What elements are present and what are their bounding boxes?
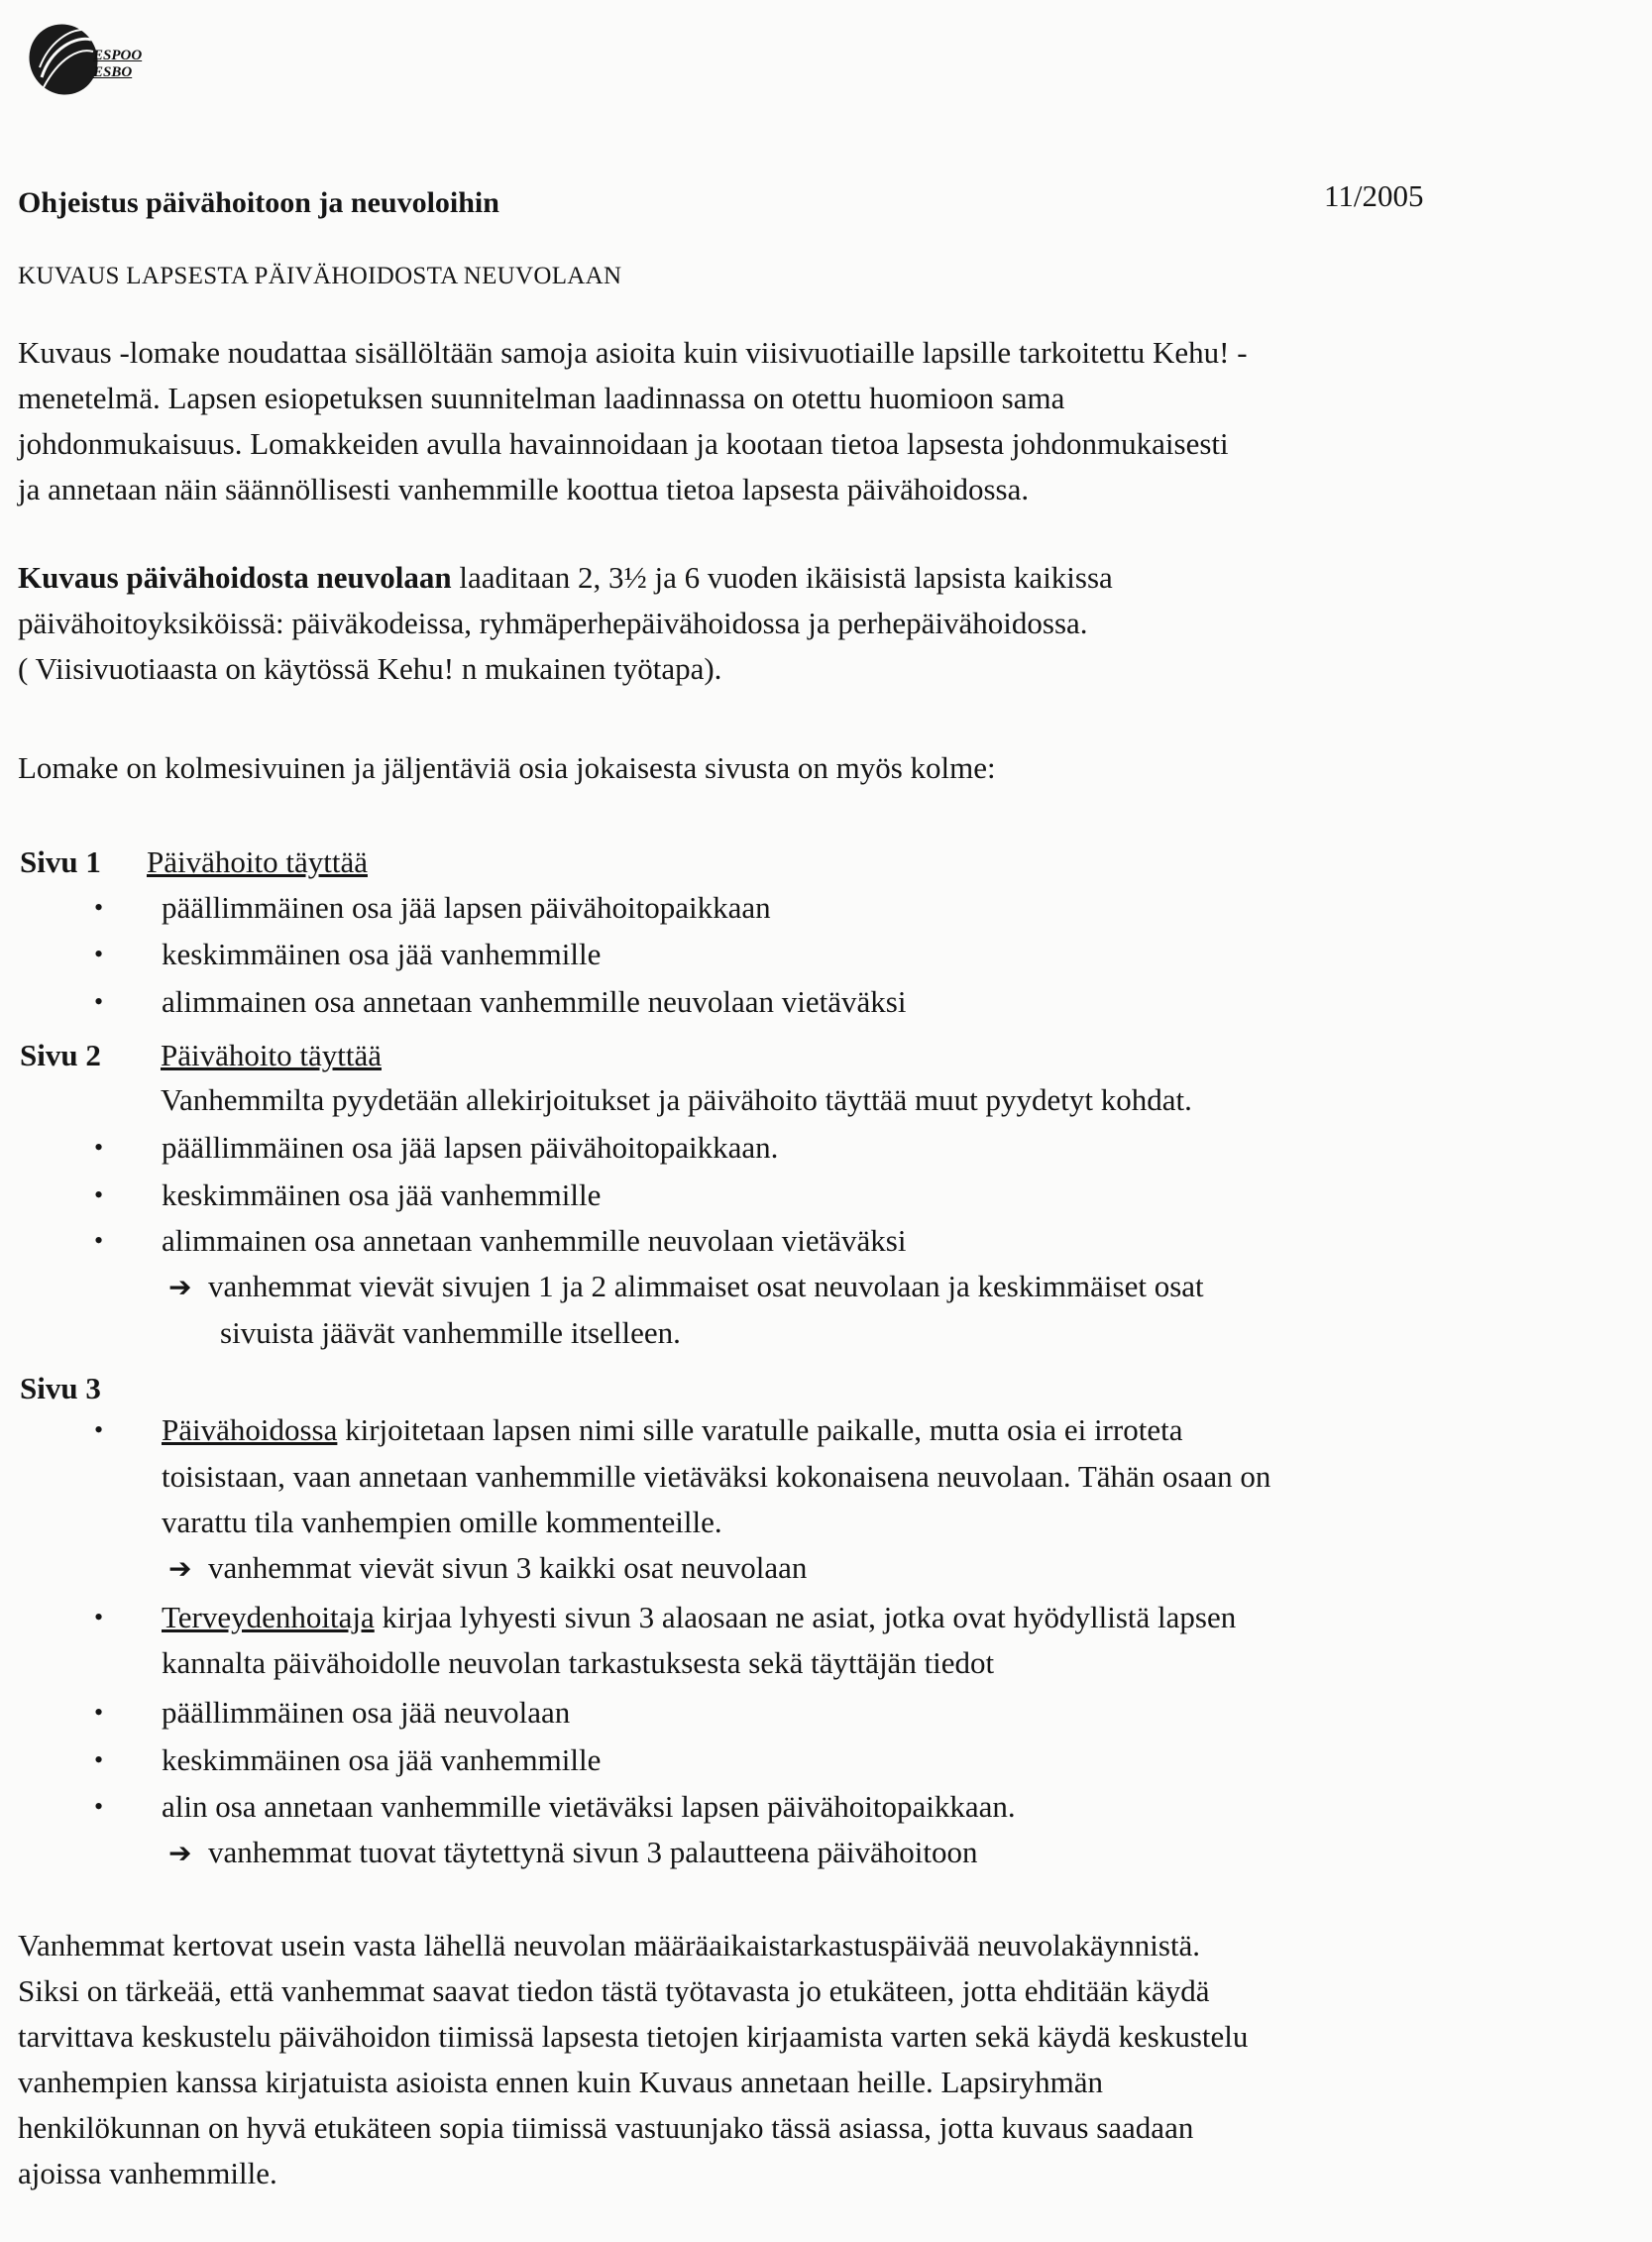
intro-line: ja annetaan näin säännöllisesti vanhemmille koottua tietoa lapsesta päivähoidossa. xyxy=(18,472,1030,506)
espoo-logo xyxy=(22,18,170,112)
sivu2-label: Sivu 2 xyxy=(20,1038,101,1072)
sivu2-title: Päivähoito täyttää xyxy=(161,1038,382,1072)
intro-paragraph xyxy=(18,330,1633,512)
bullet-icon: • xyxy=(94,1603,104,1631)
logo-line1: ESPOO xyxy=(93,48,143,63)
bullet-icon: • xyxy=(94,987,104,1016)
arrow-right-icon: ➔ xyxy=(168,1552,192,1585)
bullet-icon: • xyxy=(94,1180,104,1209)
closing-paragraph xyxy=(18,1923,1633,2196)
bullet-icon: • xyxy=(94,1698,104,1727)
kuvaus-line1-rest: laaditaan 2, 3½ ja 6 vuoden ikäisistä lapsista kaikissa xyxy=(451,560,1113,595)
sivu2-arrow-line2: sivuista jäävät vanhemmille itselleen. xyxy=(220,1315,681,1350)
sivu1-label: Sivu 1 xyxy=(20,844,101,879)
sivu3-b1-line3: varattu tila vanhempien omille kommenteille. xyxy=(162,1505,722,1539)
paivahoidossa-lead: Päivähoidossa xyxy=(162,1412,338,1447)
sivu1-title: Päivähoito täyttää xyxy=(147,844,368,879)
closing-line: vanhempien kanssa kirjatuista asioista ennen kuin Kuvaus annetaan heille. Lapsiryhmän xyxy=(18,2065,1104,2099)
sivu3-b5-arrow-text: vanhemmat tuovat täytettynä sivun 3 palautteena päivähoitoon xyxy=(208,1835,978,1869)
sivu2-arrow-line xyxy=(168,1264,1204,1310)
sivu2-arrow-text: vanhemmat vievät sivujen 1 ja 2 alimmaiset osat neuvolaan ja keskimmäiset osat xyxy=(208,1269,1204,1303)
bullet-icon: • xyxy=(94,1415,104,1444)
document-subtitle: KUVAUS LAPSESTA PÄIVÄHOIDOSTA NEUVOLAAN xyxy=(18,263,622,289)
kuvaus-paragraph xyxy=(18,555,1633,692)
sivu2-note: Vanhemmilta pyydetään allekirjoitukset ja päivähoito täyttää muut pyydetyt kohdat. xyxy=(161,1082,1192,1117)
closing-line: Siksi on tärkeää, että vanhemmat saavat tiedon tästä työtavasta jo etukäteen, jotta ehditään käydä xyxy=(18,1973,1210,2008)
bullet-text xyxy=(162,1407,1182,1453)
terveydenhoitaja-lead: Terveydenhoitaja xyxy=(162,1600,375,1634)
bullet-text: päällimmäinen osa jää lapsen päivähoitopaikkaan xyxy=(162,890,771,925)
bullet-icon: • xyxy=(94,1133,104,1162)
kuvaus-lead: Kuvaus päivähoidosta neuvolaan xyxy=(18,560,452,595)
bullet-text: alimmainen osa annetaan vanhemmille neuvolaan vietäväksi xyxy=(162,1223,907,1258)
logo-line2: ESBO xyxy=(93,64,133,80)
intro-line: johdonmukaisuus. Lomakkeiden avulla havainnoidaan ja kootaan tietoa lapsesta johdonmukaisesti xyxy=(18,426,1229,461)
bullet-icon: • xyxy=(94,1226,104,1255)
bullet-text: keskimmäinen osa jää vanhemmille xyxy=(162,1742,602,1777)
arrow-right-icon: ➔ xyxy=(168,1271,192,1303)
arrow-right-icon: ➔ xyxy=(168,1837,192,1869)
bullet-icon: • xyxy=(94,940,104,968)
sivu3-label: Sivu 3 xyxy=(20,1371,101,1405)
bullet-text xyxy=(162,1595,1236,1640)
intro-line: menetelmä. Lapsen esiopetuksen suunnitelman laadinnassa on otettu huomioon sama xyxy=(18,381,1065,415)
sivu3-b1-line2: toisistaan, vaan annetaan vanhemmille vietäväksi kokonaisena neuvolaan. Tähän osaan on xyxy=(162,1459,1271,1494)
sivu3-b2-line2: kannalta päivähoidolle neuvolan tarkastuksesta sekä täyttäjän tiedot xyxy=(162,1645,995,1680)
closing-line: Vanhemmat kertovat usein vasta lähellä neuvolan määräaikaistarkastuspäivää neuvolakäynnistä. xyxy=(18,1928,1201,1962)
closing-line: henkilökunnan on hyvä etukäteen sopia tiimissä vastuunjako tässä asiassa, jotta kuvaus saadaan xyxy=(18,2110,1194,2145)
sivu3-arrow-line xyxy=(168,1545,807,1592)
document-date: 11/2005 xyxy=(1324,178,1424,213)
intro-line: Kuvaus -lomake noudattaa sisällöltään samoja asioita kuin viisivuotiaille lapsille tarkoitettu Kehu! - xyxy=(18,335,1248,370)
bullet-text: keskimmäinen osa jää vanhemmille xyxy=(162,937,602,971)
document-title: Ohjeistus päivähoitoon ja neuvoloihin xyxy=(18,186,499,219)
kuvaus-line: päivähoitoyksiköissä: päiväkodeissa, ryhmäperhepäivähoidossa ja perhepäivähoidossa. xyxy=(18,606,1088,640)
logo-text xyxy=(93,48,142,81)
closing-line: ajoissa vanhemmille. xyxy=(18,2156,277,2190)
b2-rest: kirjaa lyhyesti sivun 3 alaosaan ne asiat, jotka ovat hyödyllistä lapsen xyxy=(374,1600,1237,1634)
bullet-text: alimmainen osa annetaan vanhemmille neuvolaan vietäväksi xyxy=(162,984,907,1019)
bullet-icon: • xyxy=(94,1745,104,1774)
closing-line: tarvittava keskustelu päivähoidon tiimissä lapsesta tietojen kirjaamista varten sekä käydä keskustelu xyxy=(18,2019,1249,2054)
bullet-icon: • xyxy=(94,893,104,922)
bullet-icon: • xyxy=(94,1792,104,1821)
lomake-line: Lomake on kolmesivuinen ja jäljentäviä osia jokaisesta sivusta on myös kolme: xyxy=(18,750,996,785)
kuvaus-line: ( Viisivuotiaasta on käytössä Kehu! n mukainen työtapa). xyxy=(18,651,722,686)
sivu3-b5-arrow-line xyxy=(168,1830,978,1876)
bullet-text: päällimmäinen osa jää neuvolaan xyxy=(162,1695,571,1730)
b1-rest: kirjoitetaan lapsen nimi sille varatulle paikalle, mutta osia ei irroteta xyxy=(337,1412,1183,1447)
sivu3-arrow-text: vanhemmat vievät sivun 3 kaikki osat neuvolaan xyxy=(208,1550,808,1585)
bullet-text: päällimmäinen osa jää lapsen päivähoitopaikkaan. xyxy=(162,1130,779,1165)
kuvaus-line xyxy=(18,555,1633,601)
bullet-text: keskimmäinen osa jää vanhemmille xyxy=(162,1177,602,1212)
bullet-text: alin osa annetaan vanhemmille vietäväksi lapsen päivähoitopaikkaan. xyxy=(162,1789,1016,1824)
